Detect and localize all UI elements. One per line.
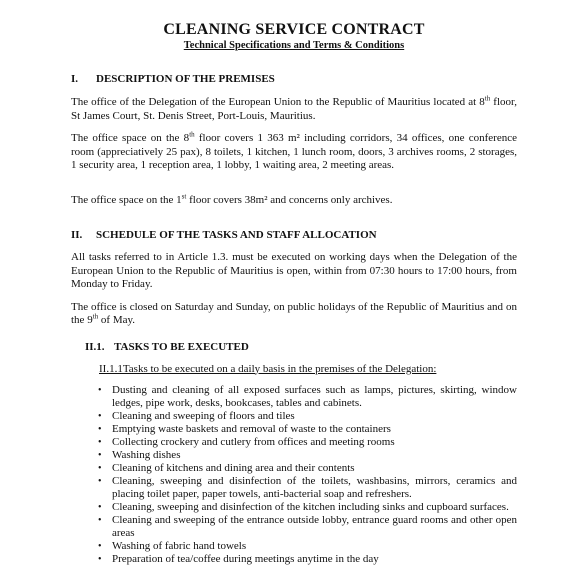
- task-text: Dusting and cleaning of all exposed surfaces such as lamps, pictures, skirting, window ledges, pipe work, desks, bookcases, tables and cabinets.: [112, 384, 517, 409]
- task-text: Preparation of tea/coffee during meetings anytime in the day: [112, 553, 379, 565]
- task-list-item: [97, 475, 517, 501]
- task-list-item: [97, 436, 517, 449]
- section-title: SCHEDULE OF THE TASKS AND STAFF ALLOCATION: [96, 229, 377, 241]
- task-list-item: [97, 462, 517, 475]
- bullet-icon: •: [98, 515, 102, 526]
- bullet-icon: •: [98, 450, 102, 461]
- subsection-number: II.1.: [85, 340, 105, 353]
- task-list-item: [97, 384, 517, 410]
- document-title: CLEANING SERVICE CONTRACT: [163, 21, 425, 38]
- bullet-icon: •: [98, 541, 102, 552]
- paragraph-office-space-1st: The office space on the 1st floor covers 38m² and concerns only archives.: [71, 191, 393, 206]
- task-list-item: [97, 540, 517, 553]
- paragraph-working-days: All tasks referred to in Article 1.3. must be executed on working days when the Delegation of the European Union to the Republic of Mauritius is open, within from 07:30 hours to 17:00 hours, from Monday to Friday.: [71, 251, 517, 290]
- paragraph-office-space-8th: The office space on the 8th floor covers 1 363 m² including corridors, 34 offices, one conference room (appreciatively 25 pax), 8 toilets, 1 kitchen, 1 lunch room, doors, 3 archives rooms, 2 storages, 1 security area, 1 reception area, 1 lobby, 1 waiting area, 2 meeting areas.: [71, 130, 517, 171]
- task-text: Cleaning, sweeping and disinfection of the toilets, washbasins, mirrors, ceramics and placing toilet paper, paper towels, anti-bacterial soap and refreshers.: [112, 475, 517, 500]
- task-text: Cleaning and sweeping of the entrance outside lobby, entrance guard rooms and other open areas: [112, 514, 517, 539]
- task-list-item: [97, 449, 517, 462]
- bullet-icon: •: [98, 437, 102, 448]
- bullet-icon: •: [98, 463, 102, 474]
- subsection-heading-tasks: [85, 340, 517, 354]
- bullet-icon: •: [98, 424, 102, 435]
- bullet-icon: •: [98, 411, 102, 422]
- task-text: Washing dishes: [112, 449, 181, 461]
- section-number: I.: [71, 73, 79, 85]
- paragraph-office-closed: The office is closed on Saturday and Sunday, on public holidays of the Republic of Mauritius and on the 9th of May.: [71, 300, 517, 326]
- task-list-item: [97, 514, 517, 540]
- subsection-title: TASKS TO BE EXECUTED: [114, 340, 249, 353]
- task-text: Cleaning, sweeping and disinfection of the kitchen including sinks and cupboard surfaces.: [112, 501, 509, 513]
- bullet-icon: •: [98, 554, 102, 565]
- daily-tasks-heading: II.1.1Tasks to be executed on a daily basis in the premises of the Delegation:: [99, 362, 437, 375]
- bullet-icon: •: [98, 502, 102, 513]
- task-text: Emptying waste baskets and removal of waste to the containers: [112, 423, 391, 435]
- document-subtitle: Technical Specifications and Terms & Conditions: [183, 40, 405, 51]
- section-heading-schedule: [71, 228, 517, 242]
- section-heading-premises: [71, 72, 517, 86]
- task-list-item: [97, 553, 517, 566]
- task-text: Washing of fabric hand towels: [112, 540, 247, 552]
- section-title: DESCRIPTION OF THE PREMISES: [96, 73, 275, 85]
- task-list-item: [97, 501, 517, 514]
- task-text: Cleaning and sweeping of floors and tiles: [112, 410, 295, 422]
- task-list-item: [97, 423, 517, 436]
- bullet-icon: •: [98, 385, 102, 396]
- task-text: Cleaning of kitchens and dining area and their contents: [112, 462, 355, 474]
- paragraph-office-location: The office of the Delegation of the European Union to the Republic of Mauritius located at 8th floor, St James Court, St. Denis Street, Port-Louis, Mauritius.: [71, 94, 517, 122]
- task-text: Collecting crockery and cutlery from offices and meeting rooms: [112, 436, 395, 448]
- daily-task-list: [71, 384, 517, 566]
- bullet-icon: •: [98, 476, 102, 487]
- task-list-item: [97, 410, 517, 423]
- section-number: II.: [71, 229, 83, 241]
